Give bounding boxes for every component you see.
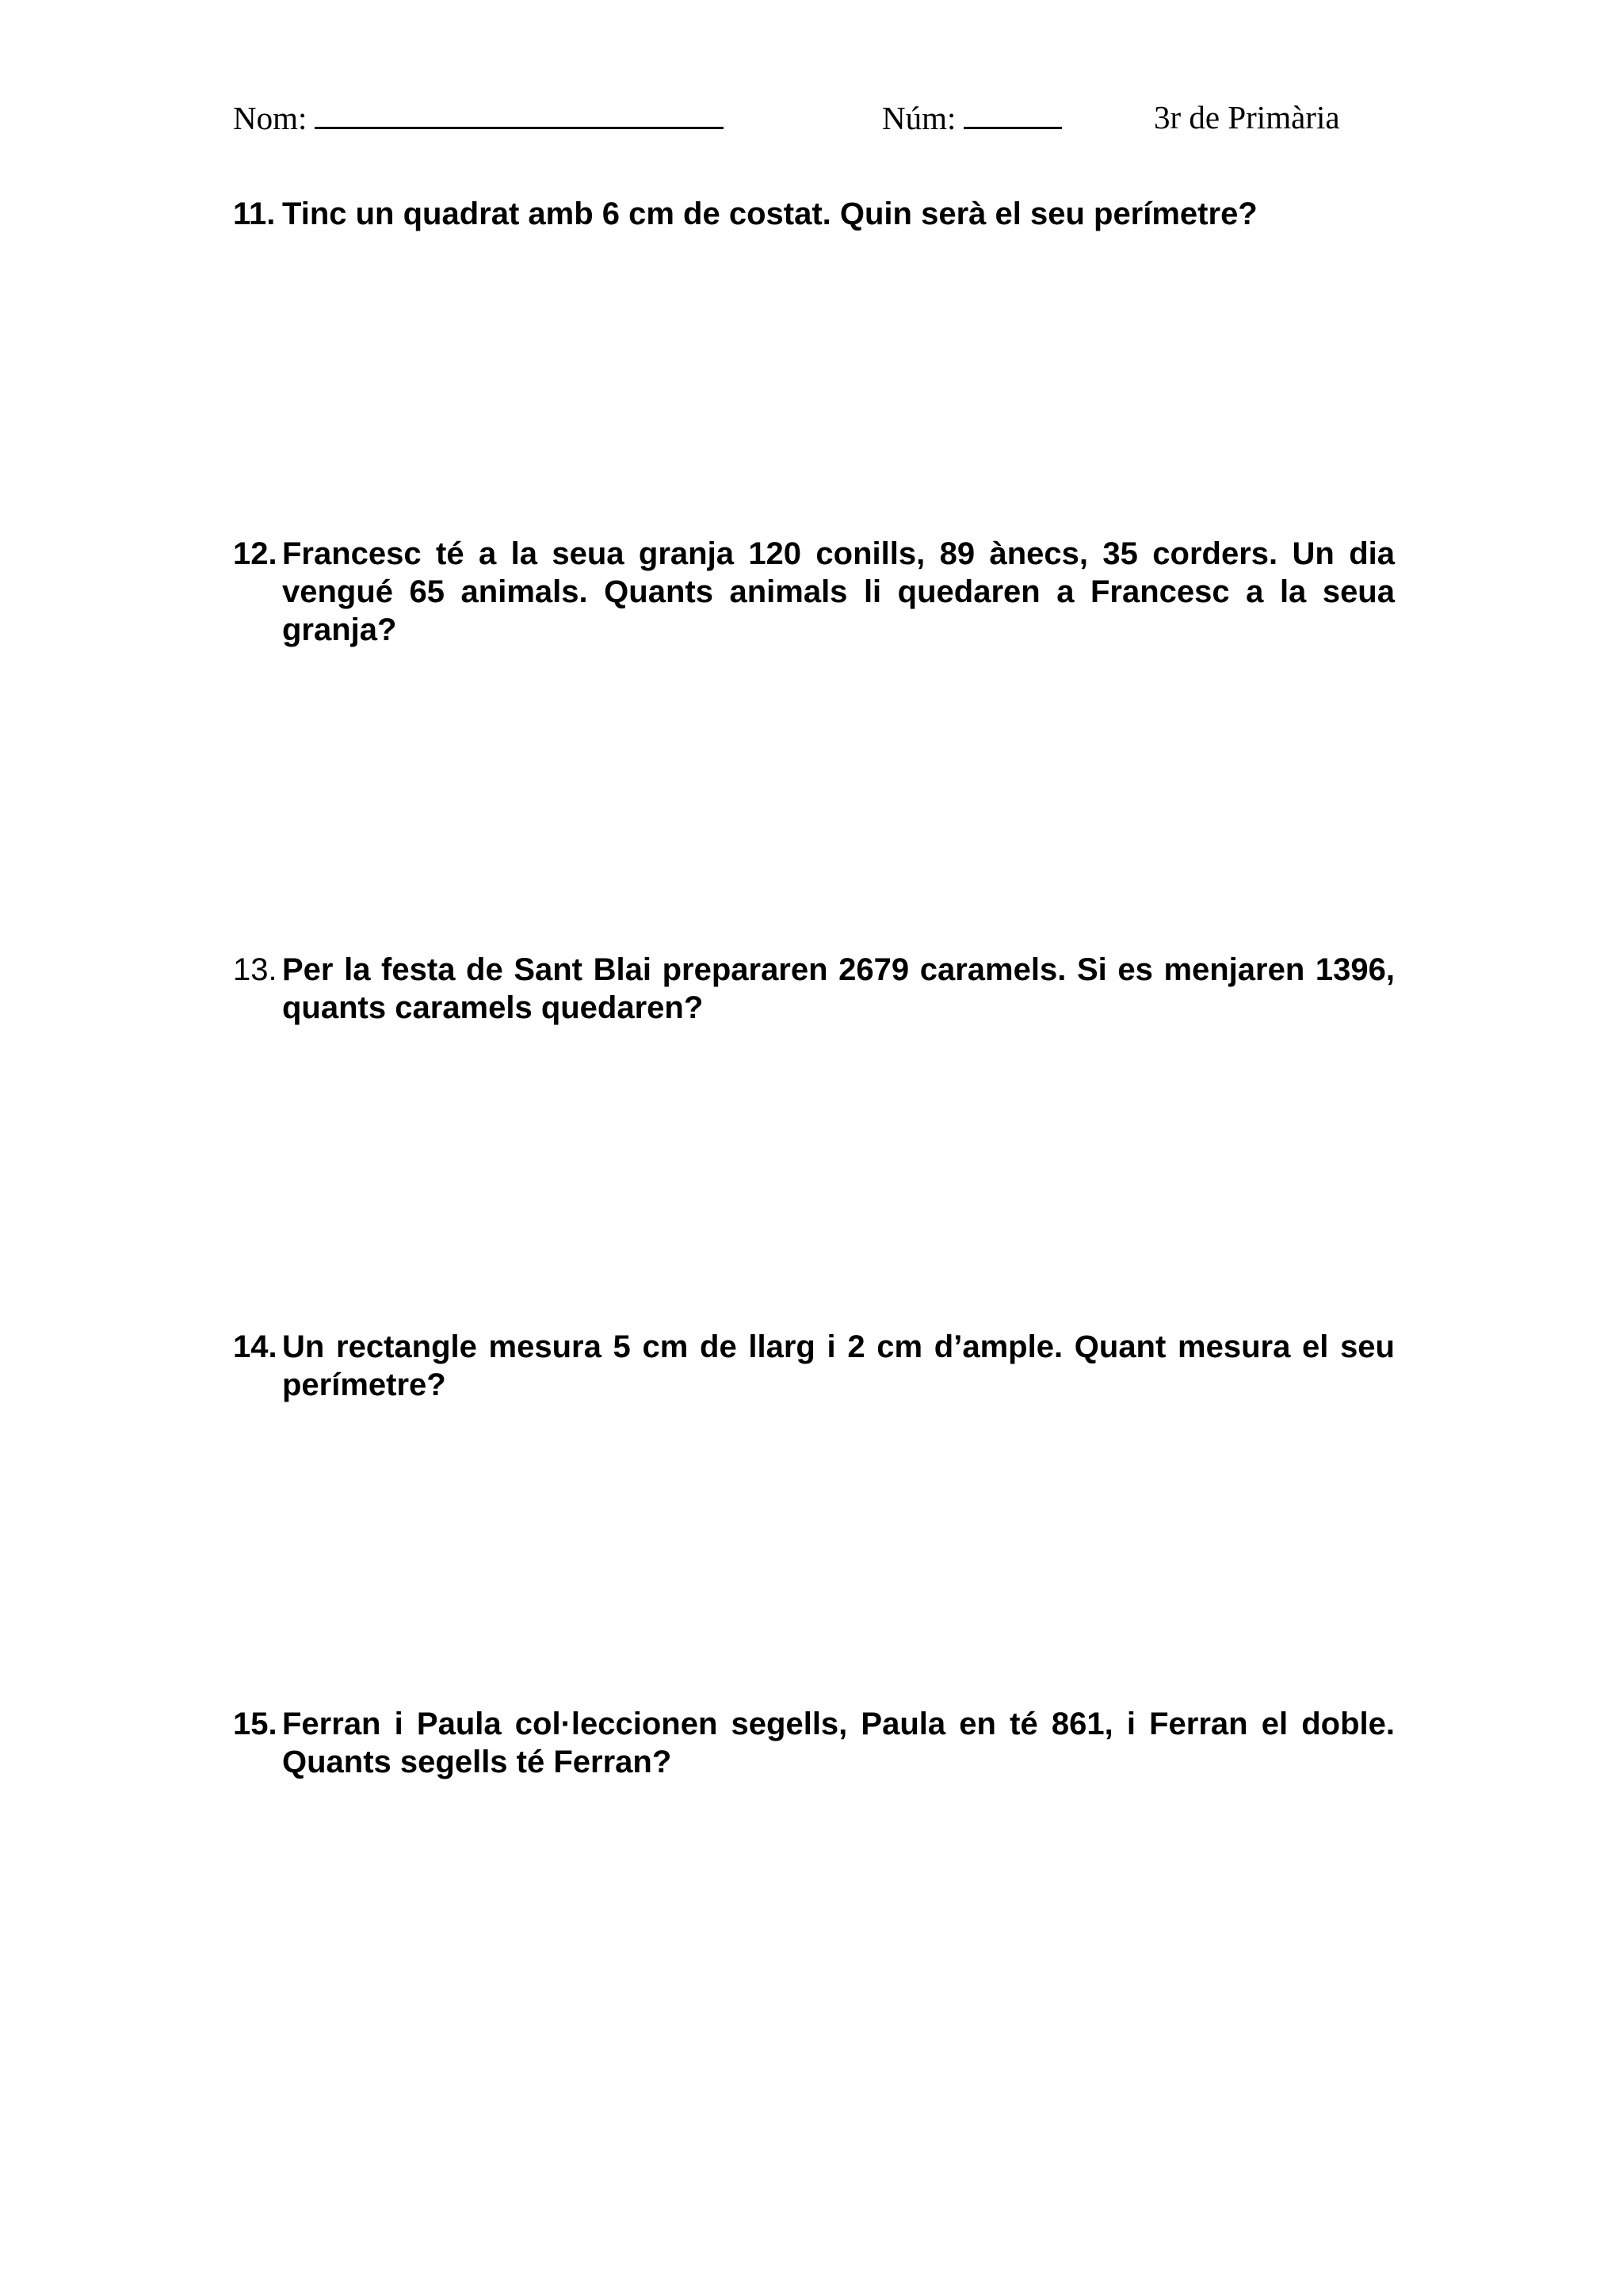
question-text: Ferran i Paula col·leccionen segells, Paula en té 861, i Ferran el doble. Quants segells té Ferran? <box>282 1707 1395 1779</box>
number-label: Núm: <box>882 100 957 136</box>
question-number: 11. <box>233 196 276 231</box>
question-13 <box>233 951 1395 1027</box>
number-field <box>882 97 1062 139</box>
question-11 <box>233 195 1395 233</box>
worksheet-header <box>0 97 1623 144</box>
question-number: 13. <box>233 952 277 987</box>
question-number: 14. <box>233 1329 277 1364</box>
question-number: 15. <box>233 1707 277 1741</box>
grade-label: 3r de Primària <box>1154 99 1340 135</box>
question-12 <box>233 535 1395 649</box>
name-label: Nom: <box>233 100 307 136</box>
question-text: Un rectangle mesura 5 cm de llarg i 2 cm d’ample. Quant mesura el seu perímetre? <box>282 1329 1395 1402</box>
question-number: 12. <box>233 536 277 571</box>
question-15 <box>233 1705 1395 1781</box>
name-field <box>233 97 724 139</box>
question-text: Per la festa de Sant Blai prepararen 2679 caramels. Si es menjaren 1396, quants caramels quedaren? <box>282 952 1395 1025</box>
question-text: Francesc té a la seua granja 120 conills, 89 ànecs, 35 corders. Un dia vengué 65 animals. Quants animals li quedaren a Francesc a la seua granja? <box>282 536 1395 647</box>
name-blank-line <box>315 97 724 129</box>
question-text: Tinc un quadrat amb 6 cm de costat. Quin serà el seu perímetre? <box>282 196 1258 231</box>
question-14 <box>233 1328 1395 1404</box>
number-blank-line <box>964 97 1062 129</box>
